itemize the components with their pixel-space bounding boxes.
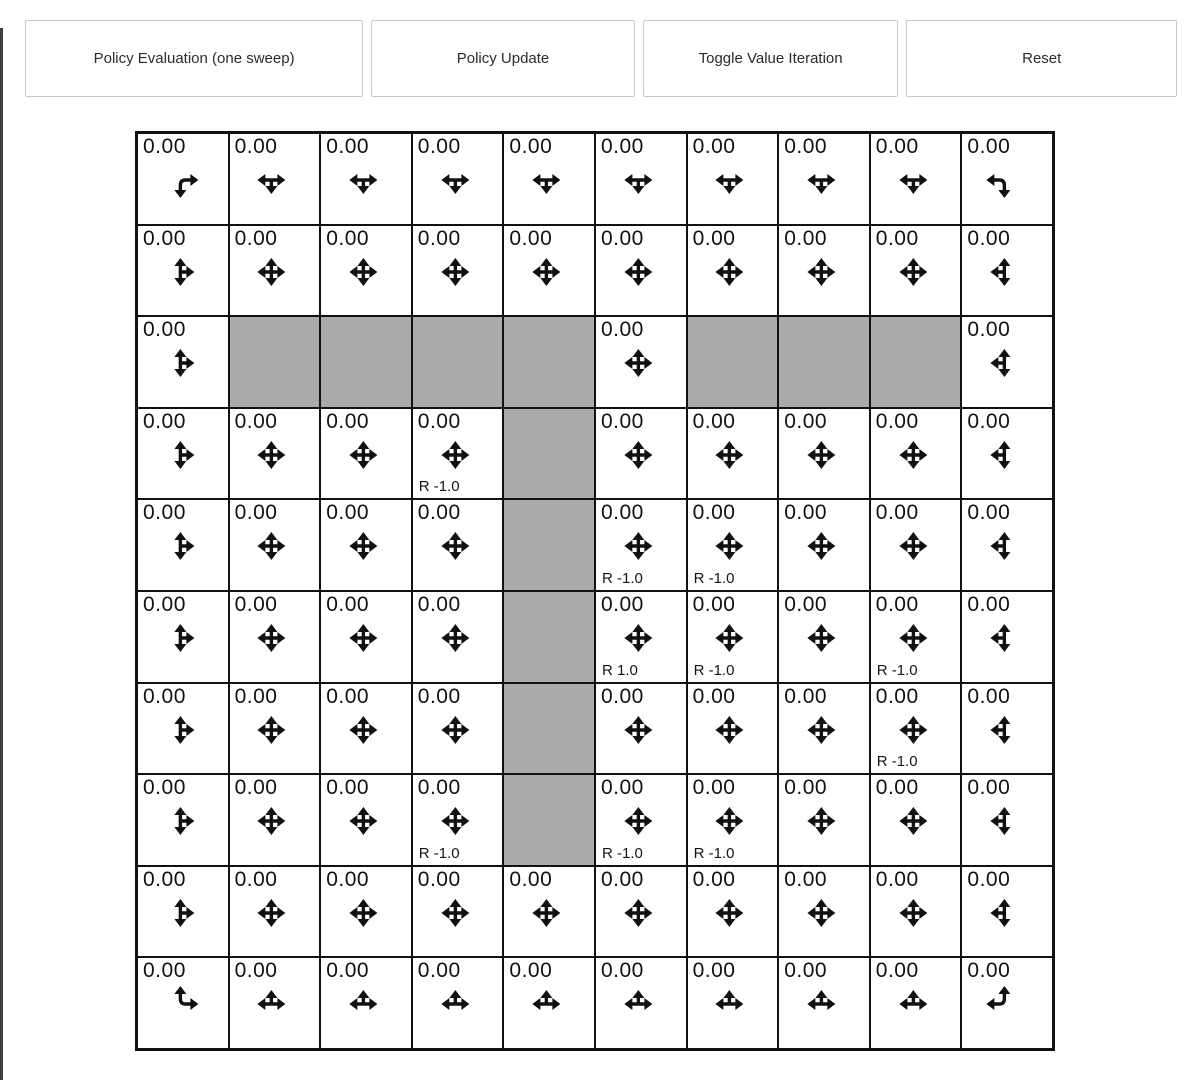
reward-label: R -1.0 — [601, 569, 643, 587]
policy-arrow-udlr-icon — [525, 250, 569, 299]
policy-arrow-dl-icon — [983, 158, 1027, 207]
cell-value: 0.00 — [600, 959, 644, 983]
grid-cell[interactable] — [137, 957, 229, 1049]
policy-arrow-dlr-icon — [708, 158, 752, 207]
grid-cell[interactable] — [870, 225, 962, 317]
cell-value: 0.00 — [417, 959, 461, 983]
policy-arrow-udlr-icon — [799, 524, 843, 573]
window-edge — [0, 28, 3, 1080]
cell-value: 0.00 — [326, 135, 370, 158]
grid-cell-wall[interactable] — [229, 316, 321, 408]
policy-arrow-udlr-icon — [525, 891, 569, 940]
cell-value: 0.00 — [600, 226, 644, 250]
policy-arrow-udl-icon — [983, 524, 1027, 573]
cell-value: 0.00 — [326, 776, 370, 800]
cell-value: 0.00 — [234, 684, 278, 708]
policy-arrow-udlr-icon — [708, 524, 752, 573]
reset-button[interactable]: Reset — [906, 20, 1177, 97]
reward-label: R -1.0 — [601, 844, 643, 862]
grid-cell[interactable] — [320, 957, 412, 1049]
policy-arrow-udlr-icon — [891, 799, 935, 848]
policy-arrow-udr-icon — [158, 524, 202, 573]
policy-arrow-udlr-icon — [891, 891, 935, 940]
grid-cell[interactable] — [137, 408, 229, 500]
cell-value: 0.00 — [784, 867, 828, 891]
cell-value: 0.00 — [234, 501, 278, 525]
policy-arrow-dlr-icon — [525, 158, 569, 207]
policy-arrow-udl-icon — [983, 250, 1027, 299]
cell-value: 0.00 — [692, 135, 736, 158]
grid-cell[interactable] — [229, 683, 321, 775]
reward-label: R -1.0 — [418, 844, 460, 862]
policy-arrow-dlr-icon — [799, 158, 843, 207]
grid-cell[interactable] — [961, 499, 1053, 591]
grid-cell[interactable] — [778, 957, 870, 1049]
cell-value: 0.00 — [875, 867, 919, 891]
cell-value: 0.00 — [600, 501, 644, 525]
grid-cell[interactable] — [687, 499, 779, 591]
cell-value: 0.00 — [784, 226, 828, 250]
policy-arrow-udlr-icon — [433, 250, 477, 299]
grid-cell-wall[interactable] — [778, 316, 870, 408]
policy-arrow-udlr-icon — [250, 616, 294, 665]
policy-arrow-udlr-icon — [708, 616, 752, 665]
cell-value: 0.00 — [967, 501, 1011, 525]
policy-arrow-ulr-icon — [525, 982, 569, 1031]
cell-value: 0.00 — [326, 867, 370, 891]
policy-arrow-udr-icon — [158, 616, 202, 665]
policy-arrow-udlr-icon — [616, 341, 660, 390]
cell-value: 0.00 — [234, 959, 278, 983]
cell-value: 0.00 — [875, 501, 919, 525]
policy-arrow-udlr-icon — [616, 250, 660, 299]
grid-cell[interactable] — [412, 957, 504, 1049]
grid-cell[interactable] — [503, 133, 595, 225]
grid-cell-wall[interactable] — [503, 774, 595, 866]
cell-value: 0.00 — [875, 226, 919, 250]
grid-cell[interactable] — [595, 866, 687, 958]
policy-arrow-udlr-icon — [250, 250, 294, 299]
policy-arrow-ulr-icon — [616, 982, 660, 1031]
policy-arrow-udlr-icon — [616, 799, 660, 848]
grid-cell[interactable] — [137, 774, 229, 866]
policy-arrow-ul-icon — [983, 982, 1027, 1031]
grid-cell[interactable] — [687, 957, 779, 1049]
cell-value: 0.00 — [875, 684, 919, 708]
grid-cell[interactable] — [870, 683, 962, 775]
policy-arrow-udlr-icon — [341, 708, 385, 757]
cell-value: 0.00 — [600, 318, 644, 342]
cell-value: 0.00 — [234, 135, 278, 158]
policy-arrow-dlr-icon — [891, 158, 935, 207]
policy-arrow-udlr-icon — [799, 250, 843, 299]
policy-arrow-udl-icon — [983, 616, 1027, 665]
policy-arrow-udlr-icon — [250, 891, 294, 940]
policy-arrow-udlr-icon — [891, 524, 935, 573]
cell-value: 0.00 — [784, 501, 828, 525]
cell-value: 0.00 — [234, 592, 278, 616]
cell-value: 0.00 — [967, 959, 1011, 983]
cell-value: 0.00 — [417, 501, 461, 525]
policy-arrow-udr-icon — [158, 891, 202, 940]
cell-value: 0.00 — [143, 867, 186, 891]
cell-value: 0.00 — [143, 226, 186, 250]
policy-arrow-udlr-icon — [616, 891, 660, 940]
cell-value: 0.00 — [326, 409, 370, 433]
grid-cell-wall[interactable] — [503, 683, 595, 775]
cell-value: 0.00 — [875, 776, 919, 800]
grid-cell[interactable] — [320, 591, 412, 683]
policy-arrow-udlr-icon — [250, 799, 294, 848]
grid-cell[interactable] — [229, 408, 321, 500]
grid-cell[interactable] — [595, 591, 687, 683]
policy-arrow-udlr-icon — [341, 433, 385, 482]
grid-cell[interactable] — [870, 957, 962, 1049]
policy-arrow-dlr-icon — [433, 158, 477, 207]
policy-arrow-udlr-icon — [799, 708, 843, 757]
cell-value: 0.00 — [326, 959, 370, 983]
reward-label: R -1.0 — [876, 753, 918, 771]
grid-cell[interactable] — [320, 866, 412, 958]
grid-cell[interactable] — [595, 133, 687, 225]
cell-value: 0.00 — [967, 318, 1011, 342]
grid-cell[interactable] — [137, 133, 229, 225]
policy-arrow-udlr-icon — [708, 708, 752, 757]
grid-cell[interactable] — [687, 133, 779, 225]
policy-arrow-udlr-icon — [433, 616, 477, 665]
reward-label: R 1.0 — [601, 661, 638, 679]
cell-value: 0.00 — [509, 226, 553, 250]
cell-value: 0.00 — [967, 867, 1011, 891]
cell-value: 0.00 — [417, 226, 461, 250]
policy-arrow-udlr-icon — [891, 433, 935, 482]
grid-cell-wall[interactable] — [870, 316, 962, 408]
policy-arrow-dlr-icon — [341, 158, 385, 207]
cell-value: 0.00 — [784, 409, 828, 433]
cell-value: 0.00 — [143, 135, 186, 158]
policy-arrow-udr-icon — [158, 433, 202, 482]
grid-cell[interactable] — [778, 866, 870, 958]
grid-cell[interactable] — [229, 774, 321, 866]
grid-cell[interactable] — [778, 683, 870, 775]
grid-cell[interactable] — [687, 683, 779, 775]
grid-cell[interactable] — [137, 866, 229, 958]
cell-value: 0.00 — [692, 226, 736, 250]
policy-arrow-ulr-icon — [250, 982, 294, 1031]
grid-cell[interactable] — [595, 683, 687, 775]
cell-value: 0.00 — [509, 959, 553, 983]
policy-arrow-ulr-icon — [799, 982, 843, 1031]
grid-cell[interactable] — [229, 133, 321, 225]
cell-value: 0.00 — [692, 959, 736, 983]
cell-value: 0.00 — [417, 135, 461, 158]
grid-cell[interactable] — [870, 133, 962, 225]
reward-label: R -1.0 — [693, 661, 735, 679]
grid-cell[interactable] — [961, 957, 1053, 1049]
cell-value: 0.00 — [509, 867, 553, 891]
cell-value: 0.00 — [875, 592, 919, 616]
cell-value: 0.00 — [967, 135, 1011, 158]
policy-arrow-udlr-icon — [433, 799, 477, 848]
policy-arrow-udl-icon — [983, 708, 1027, 757]
policy-arrow-udr-icon — [158, 341, 202, 390]
grid-cell[interactable] — [137, 683, 229, 775]
policy-arrow-ulr-icon — [708, 982, 752, 1031]
grid-cell[interactable] — [229, 591, 321, 683]
reward-label: R -1.0 — [418, 478, 460, 496]
policy-arrow-udlr-icon — [250, 433, 294, 482]
grid-cell[interactable] — [687, 866, 779, 958]
cell-value: 0.00 — [234, 867, 278, 891]
cell-value: 0.00 — [143, 776, 186, 800]
cell-value: 0.00 — [143, 684, 186, 708]
cell-value: 0.00 — [692, 867, 736, 891]
cell-value: 0.00 — [143, 409, 186, 433]
grid-cell[interactable] — [412, 225, 504, 317]
cell-value: 0.00 — [417, 684, 461, 708]
policy-arrow-udlr-icon — [616, 433, 660, 482]
cell-value: 0.00 — [784, 959, 828, 983]
policy-arrow-ulr-icon — [891, 982, 935, 1031]
cell-value: 0.00 — [967, 592, 1011, 616]
grid-cell[interactable] — [137, 591, 229, 683]
cell-value: 0.00 — [692, 592, 736, 616]
grid-cell[interactable] — [137, 316, 229, 408]
grid-cell[interactable] — [687, 774, 779, 866]
grid-cell[interactable] — [412, 683, 504, 775]
grid-cell[interactable] — [595, 408, 687, 500]
reward-label: R -1.0 — [693, 844, 735, 862]
cell-value: 0.00 — [234, 226, 278, 250]
grid-cell[interactable] — [229, 225, 321, 317]
grid-cell[interactable] — [778, 133, 870, 225]
policy-arrow-udlr-icon — [799, 799, 843, 848]
grid-cell[interactable] — [961, 316, 1053, 408]
grid-cell[interactable] — [503, 957, 595, 1049]
policy-arrow-udlr-icon — [341, 891, 385, 940]
policy-arrow-udlr-icon — [708, 799, 752, 848]
policy-arrow-udlr-icon — [250, 708, 294, 757]
grid-cell[interactable] — [412, 774, 504, 866]
policy-arrow-udr-icon — [158, 250, 202, 299]
grid-cell[interactable] — [229, 957, 321, 1049]
grid-cell-wall[interactable] — [503, 499, 595, 591]
cell-value: 0.00 — [600, 135, 644, 158]
cell-value: 0.00 — [326, 684, 370, 708]
policy-arrow-udlr-icon — [341, 524, 385, 573]
reward-label: R -1.0 — [693, 569, 735, 587]
grid-cell[interactable] — [870, 866, 962, 958]
grid-cell[interactable] — [961, 866, 1053, 958]
cell-value: 0.00 — [875, 409, 919, 433]
cell-value: 0.00 — [692, 501, 736, 525]
policy-arrow-udlr-icon — [891, 616, 935, 665]
policy-arrow-udl-icon — [983, 891, 1027, 940]
policy-arrow-udlr-icon — [616, 616, 660, 665]
cell-value: 0.00 — [600, 409, 644, 433]
cell-value: 0.00 — [875, 959, 919, 983]
grid-cell[interactable] — [412, 133, 504, 225]
reward-label: R -1.0 — [876, 661, 918, 679]
policy-arrow-udlr-icon — [799, 433, 843, 482]
grid-cell[interactable] — [503, 225, 595, 317]
policy-arrow-udlr-icon — [433, 891, 477, 940]
policy-arrow-udl-icon — [983, 341, 1027, 390]
policy-arrow-dr-icon — [158, 158, 202, 207]
toolbar — [25, 20, 1177, 97]
policy-arrow-udlr-icon — [708, 433, 752, 482]
cell-value: 0.00 — [417, 776, 461, 800]
grid-cell-wall[interactable] — [503, 316, 595, 408]
policy-arrow-udlr-icon — [616, 524, 660, 573]
policy-arrow-udlr-icon — [433, 524, 477, 573]
policy-arrow-udlr-icon — [616, 708, 660, 757]
grid-cell[interactable] — [687, 591, 779, 683]
cell-value: 0.00 — [143, 318, 186, 342]
toggle-value-iteration-button[interactable]: Toggle Value Iteration — [643, 20, 899, 97]
policy-arrow-udlr-icon — [433, 708, 477, 757]
grid-cell[interactable] — [778, 591, 870, 683]
grid-cell[interactable] — [778, 499, 870, 591]
grid-cell[interactable] — [961, 683, 1053, 775]
grid-cell[interactable] — [778, 408, 870, 500]
grid-cell[interactable] — [320, 499, 412, 591]
grid-cell-wall[interactable] — [320, 316, 412, 408]
cell-value: 0.00 — [143, 501, 186, 525]
grid-cell[interactable] — [412, 866, 504, 958]
grid-cell[interactable] — [320, 683, 412, 775]
cell-value: 0.00 — [600, 592, 644, 616]
grid-cell[interactable] — [595, 957, 687, 1049]
grid-cell[interactable] — [870, 591, 962, 683]
policy-arrow-dlr-icon — [250, 158, 294, 207]
cell-value: 0.00 — [417, 592, 461, 616]
grid-cell[interactable] — [137, 499, 229, 591]
policy-arrow-udl-icon — [983, 799, 1027, 848]
policy-arrow-udlr-icon — [250, 524, 294, 573]
cell-value: 0.00 — [417, 867, 461, 891]
cell-value: 0.00 — [692, 684, 736, 708]
grid-cell-wall[interactable] — [412, 316, 504, 408]
policy-arrow-udr-icon — [158, 708, 202, 757]
cell-value: 0.00 — [967, 776, 1011, 800]
policy-arrow-ur-icon — [158, 982, 202, 1031]
grid-cell[interactable] — [961, 408, 1053, 500]
cell-value: 0.00 — [692, 409, 736, 433]
cell-value: 0.00 — [326, 592, 370, 616]
cell-value: 0.00 — [967, 409, 1011, 433]
policy-arrow-udlr-icon — [891, 250, 935, 299]
grid-cell[interactable] — [503, 866, 595, 958]
grid-cell[interactable] — [870, 774, 962, 866]
policy-arrow-udr-icon — [158, 799, 202, 848]
policy-update-button[interactable]: Policy Update — [371, 20, 635, 97]
grid-cell[interactable] — [870, 499, 962, 591]
policy-arrow-udlr-icon — [708, 891, 752, 940]
policy-arrow-ulr-icon — [341, 982, 385, 1031]
policy-arrow-udl-icon — [983, 433, 1027, 482]
cell-value: 0.00 — [784, 684, 828, 708]
grid-cell[interactable] — [961, 133, 1053, 225]
grid-cell[interactable] — [870, 408, 962, 500]
grid-cell[interactable] — [778, 774, 870, 866]
grid-cell[interactable] — [412, 408, 504, 500]
cell-value: 0.00 — [784, 776, 828, 800]
cell-value: 0.00 — [875, 135, 919, 158]
grid-cell[interactable] — [961, 225, 1053, 317]
grid-cell-wall[interactable] — [503, 408, 595, 500]
cell-value: 0.00 — [692, 776, 736, 800]
cell-value: 0.00 — [967, 684, 1011, 708]
grid-cell[interactable] — [595, 225, 687, 317]
grid-cell[interactable] — [595, 774, 687, 866]
cell-value: 0.00 — [326, 226, 370, 250]
cell-value: 0.00 — [509, 135, 553, 158]
policy-arrow-udlr-icon — [341, 250, 385, 299]
cell-value: 0.00 — [600, 776, 644, 800]
grid-cell-wall[interactable] — [687, 316, 779, 408]
cell-value: 0.00 — [600, 684, 644, 708]
policy-evaluation-button[interactable]: Policy Evaluation (one sweep) — [25, 20, 363, 97]
grid-cell[interactable] — [778, 225, 870, 317]
grid-cell[interactable] — [595, 316, 687, 408]
policy-arrow-udlr-icon — [799, 616, 843, 665]
grid-cell[interactable] — [137, 225, 229, 317]
grid-cell[interactable] — [961, 591, 1053, 683]
grid-cell[interactable] — [229, 499, 321, 591]
policy-arrow-udlr-icon — [891, 708, 935, 757]
grid-cell[interactable] — [320, 133, 412, 225]
grid-cell[interactable] — [229, 866, 321, 958]
grid-cell[interactable] — [320, 774, 412, 866]
grid-cell[interactable] — [320, 408, 412, 500]
grid-cell-wall[interactable] — [503, 591, 595, 683]
cell-value: 0.00 — [967, 226, 1011, 250]
cell-value: 0.00 — [417, 409, 461, 433]
cell-value: 0.00 — [600, 867, 644, 891]
grid-cell[interactable] — [687, 408, 779, 500]
cell-value: 0.00 — [784, 592, 828, 616]
policy-arrow-dlr-icon — [616, 158, 660, 207]
policy-arrow-ulr-icon — [433, 982, 477, 1031]
cell-value: 0.00 — [784, 135, 828, 158]
grid-cell[interactable] — [687, 225, 779, 317]
grid — [135, 131, 1055, 1051]
grid-cell[interactable] — [412, 591, 504, 683]
grid-cell[interactable] — [961, 774, 1053, 866]
policy-arrow-udlr-icon — [799, 891, 843, 940]
grid-cell[interactable] — [595, 499, 687, 591]
cell-value: 0.00 — [143, 592, 186, 616]
policy-arrow-udlr-icon — [341, 799, 385, 848]
policy-arrow-udlr-icon — [433, 433, 477, 482]
grid-cell[interactable] — [320, 225, 412, 317]
cell-value: 0.00 — [143, 959, 186, 983]
policy-arrow-udlr-icon — [708, 250, 752, 299]
cell-value: 0.00 — [234, 409, 278, 433]
grid-cell[interactable] — [412, 499, 504, 591]
policy-arrow-udlr-icon — [341, 616, 385, 665]
cell-value: 0.00 — [234, 776, 278, 800]
cell-value: 0.00 — [326, 501, 370, 525]
